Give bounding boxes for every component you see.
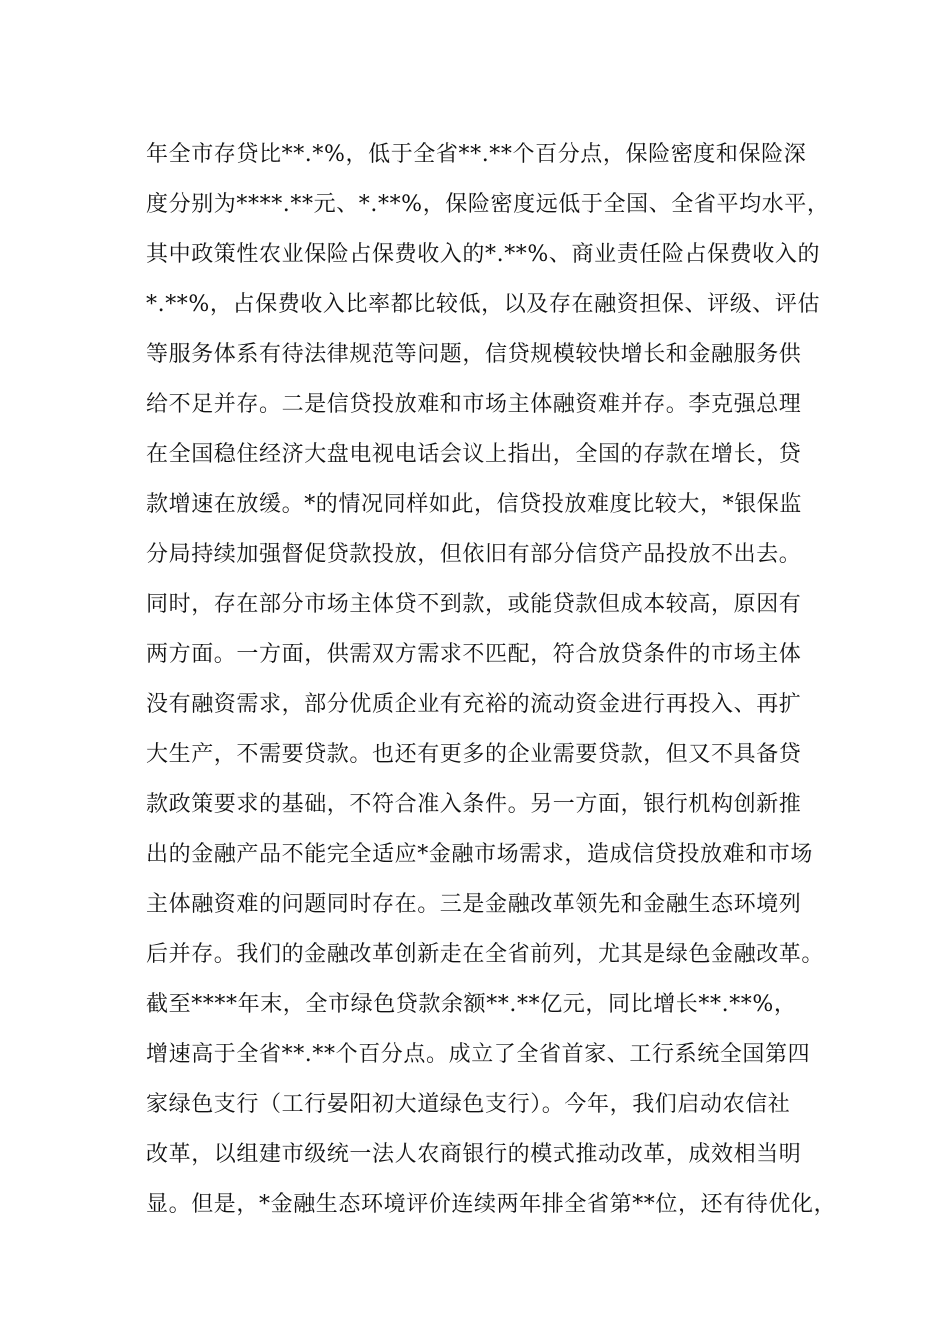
text-line: 年全市存贷比**.*%，低于全省**.**个百分点，保险密度和保险深 [146, 142, 807, 167]
text-line: 出的金融产品不能完全适应*金融市场需求，造成信贷投放难和市场 [146, 842, 814, 867]
text-line: 给不足并存。二是信贷投放难和市场主体融资难并存。李克强总理 [146, 392, 802, 417]
text-line: 等服务体系有待法律规范等问题，信贷规模较快增长和金融服务供 [146, 342, 802, 367]
text-line: 家绿色支行（工行晏阳初大道绿色支行）。今年，我们启动农信社 [146, 1092, 791, 1117]
text-line: 没有融资需求，部分优质企业有充裕的流动资金进行再投入、再扩 [146, 692, 802, 717]
body-text [146, 130, 836, 1230]
text-line: 度分别为****.**元、*.**%，保险密度远低于全国、全省平均水平， [146, 192, 830, 217]
text-line: 款政策要求的基础，不符合准入条件。另一方面，银行机构创新推 [146, 792, 802, 817]
text-line: 显。但是，*金融生态环境评价连续两年排全省第**位，还有待优化， [146, 1192, 837, 1217]
text-line: 截至****年末，全市绿色贷款余额**.**亿元，同比增长**.**%， [146, 992, 797, 1017]
text-line: *.**%，占保费收入比率都比较低，以及存在融资担保、评级、评估 [146, 292, 821, 317]
text-line: 两方面。一方面，供需双方需求不匹配，符合放贷条件的市场主体 [146, 642, 802, 667]
text-line: 后并存。我们的金融改革创新走在全省前列，尤其是绿色金融改革。 [146, 942, 825, 967]
text-line: 增速高于全省**.**个百分点。成立了全省首家、工行系统全国第四 [146, 1042, 811, 1067]
text-line: 同时，存在部分市场主体贷不到款，或能贷款但成本较高，原因有 [146, 592, 802, 617]
text-line: 大生产，不需要贷款。也还有更多的企业需要贷款，但又不具备贷 [146, 742, 802, 767]
text-line: 其中政策性农业保险占保费收入的*.**%、商业责任险占保费收入的 [146, 242, 821, 267]
text-line: 在全国稳住经济大盘电视电话会议上指出，全国的存款在增长，贷 [146, 442, 802, 467]
text-line: 分局持续加强督促贷款投放，但依旧有部分信贷产品投放不出去。 [146, 542, 802, 567]
text-line: 款增速在放缓。*的情况同样如此，信贷投放难度比较大，*银保监 [146, 492, 803, 517]
text-line: 改革，以组建市级统一法人农商银行的模式推动改革，成效相当明 [146, 1142, 802, 1167]
text-line: 主体融资难的问题同时存在。三是金融改革领先和金融生态环境列 [146, 892, 802, 917]
